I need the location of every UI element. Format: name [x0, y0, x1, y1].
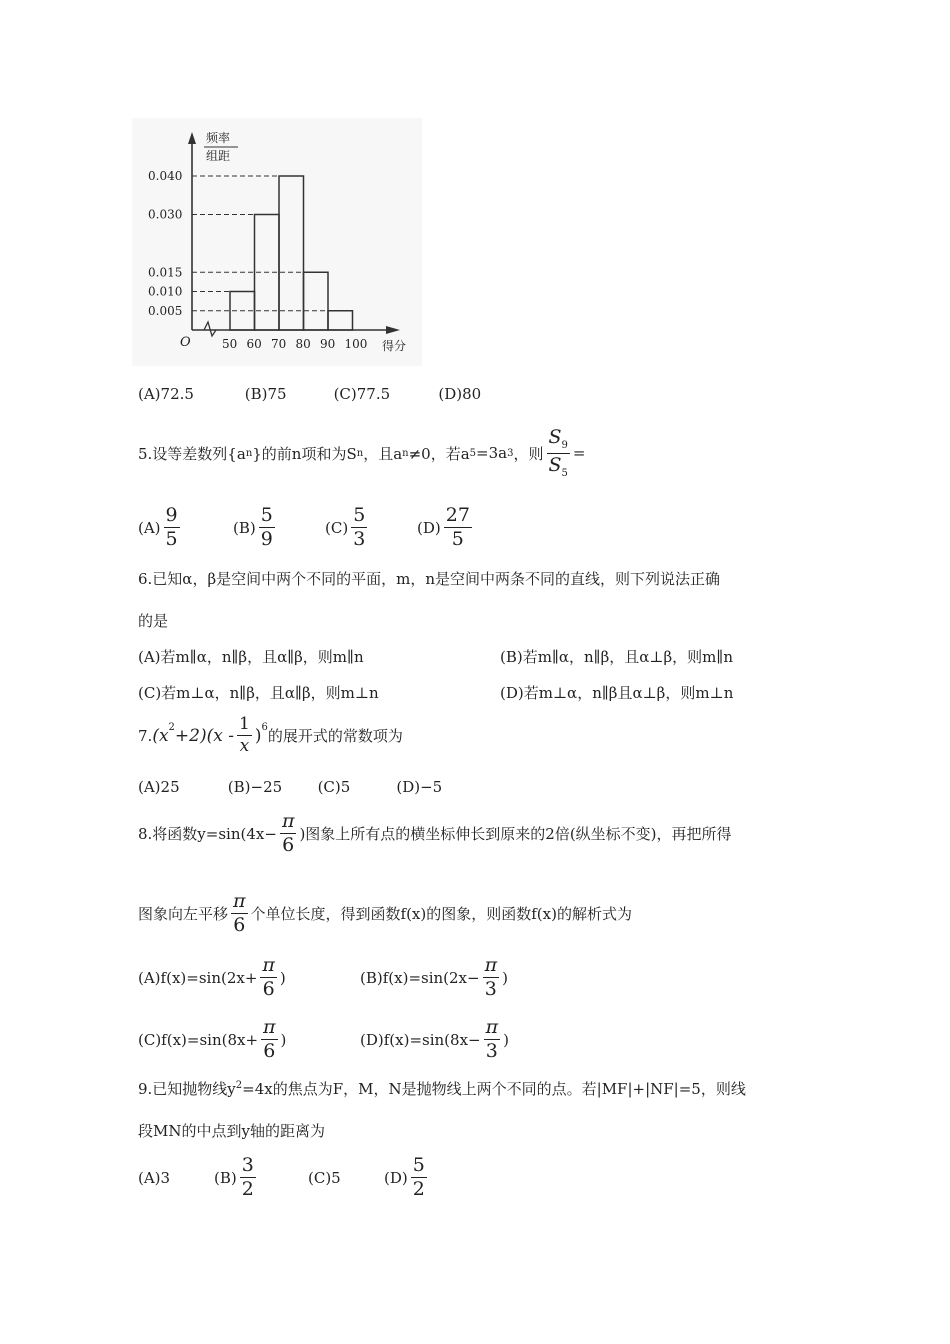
y-tick-0.040: 0.040 [148, 169, 183, 183]
q7-option-a: (A)25 [138, 778, 180, 796]
x-tick-100: 100 [344, 337, 368, 351]
y-tick-0.010: 0.010 [148, 284, 183, 299]
origin-label: O [180, 335, 191, 350]
q7-option-d: (D)−5 [396, 778, 443, 796]
q6-line1: 6.已知α，β是空间中两个不同的平面，m，n是空间中两条不同的直线，则下列说法正确 [138, 570, 721, 588]
q8-option-a: (A)f(x)=sin(2x+ $\frac{\pi}{6}$ ) [138, 954, 286, 1000]
x-tick-50: 50 [222, 337, 238, 351]
q5-option-b: (B) $\frac{5}{9}$ [233, 504, 273, 550]
q4-option-c: (C)77.5 [333, 385, 391, 403]
q5-question: 5.设等差数列{a n }的前n项和为S n ，且a n ≠0，若a 5 =3a 3 ，则 $\frac{S_9}{S_5}$ = [138, 426, 586, 479]
q9-line1: 9.已知抛物线$y^2=4x$的焦点为F，M，N是抛物线上两个不同的点。若|MF|+|NF|=5，则线 [138, 1080, 746, 1098]
q4-option-a: (A)72.5 [138, 385, 194, 403]
axis-break-mark [204, 322, 216, 336]
q9-options [138, 1156, 430, 1199]
histogram-svg [132, 118, 422, 366]
q9-option-c: (C)5 [308, 1168, 341, 1187]
q5-option-d: (D) $\frac{27}{5}$ [417, 504, 470, 550]
q9-option-a: (A)3 [138, 1168, 171, 1187]
y-axis-arrow [188, 132, 196, 144]
q5-option-c: (C) $\frac{5}{3}$ [325, 504, 366, 550]
q7-option-c: (C)5 [317, 778, 351, 796]
q8-line2: 图象向左平移 $\frac{\pi}{6}$ 个单位长度，得到函数f(x)的图象，则函数f(x)的解析式为 [138, 890, 632, 936]
q7-option-b: (B)−25 [227, 778, 283, 796]
q6-line2: 的是 [138, 612, 169, 630]
q8-option-b: (B)f(x)=sin(2x− $\frac{\pi}{3}$ ) [360, 954, 508, 1000]
x-axis-label: 得分 [382, 339, 407, 353]
x-tick-70: 70 [271, 337, 287, 351]
x-axis-arrow [386, 326, 400, 334]
q8-line1: 8.将函数y=sin(4x− $\frac{\pi}{6}$ )图象上所有点的横坐标伸长到原来的2倍(纵坐标不变)，再把所得 [138, 810, 732, 856]
q7-options [138, 778, 442, 796]
q4-option-b: (B)75 [244, 385, 287, 403]
bar-80-90 [304, 272, 329, 330]
q6-option-a: (A)若m∥α，n∥β，且α∥β，则m∥n [138, 648, 364, 666]
y-label-top: 频率 [206, 131, 231, 145]
q8-option-c: (C)f(x)=sin(8x+ $\frac{\pi}{6}$ ) [138, 1016, 287, 1062]
q6-option-b: (B)若m∥α，n∥β，且α⊥β，则m∥n [500, 648, 733, 666]
x-tick-60: 60 [246, 337, 262, 351]
q6-option-c: (C)若m⊥α，n∥β，且α∥β，则m⊥n [138, 684, 379, 702]
histogram-figure [132, 118, 422, 366]
x-tick-90: 90 [320, 337, 336, 351]
y-label-bottom: 组距 [206, 149, 231, 163]
q5-options [138, 506, 475, 549]
q4-option-d: (D)80 [438, 385, 482, 403]
q7-question: 7. (x $^2$ +2)(x - $\frac{1}{x}$ ) $^6$ 的展开式的常数项为 [138, 714, 403, 756]
bar-90-100 [328, 311, 353, 330]
q5-option-a: (A) $\frac{9}{5}$ [138, 504, 178, 550]
q9-option-b: (B) $\frac{3}{2}$ [214, 1154, 254, 1200]
bar-70-80 [279, 176, 304, 330]
q8-option-d: (D)f(x)=sin(8x− $\frac{\pi}{3}$ ) [360, 1016, 509, 1062]
y-tick-0.030: 0.030 [148, 207, 183, 222]
q6-option-d: (D)若m⊥α，n∥β且α⊥β，则m⊥n [500, 684, 734, 702]
q4-options [138, 385, 481, 403]
q9-option-d: (D) $\frac{5}{2}$ [384, 1154, 425, 1200]
q9-line2: 段MN的中点到y轴的距离为 [138, 1122, 325, 1140]
y-tick-0.015: 0.015 [148, 265, 183, 280]
y-tick-0.005: 0.005 [148, 303, 183, 318]
q5-fraction: $\frac{S_9}{S_5}$ [548, 426, 568, 479]
x-tick-80: 80 [295, 337, 311, 351]
